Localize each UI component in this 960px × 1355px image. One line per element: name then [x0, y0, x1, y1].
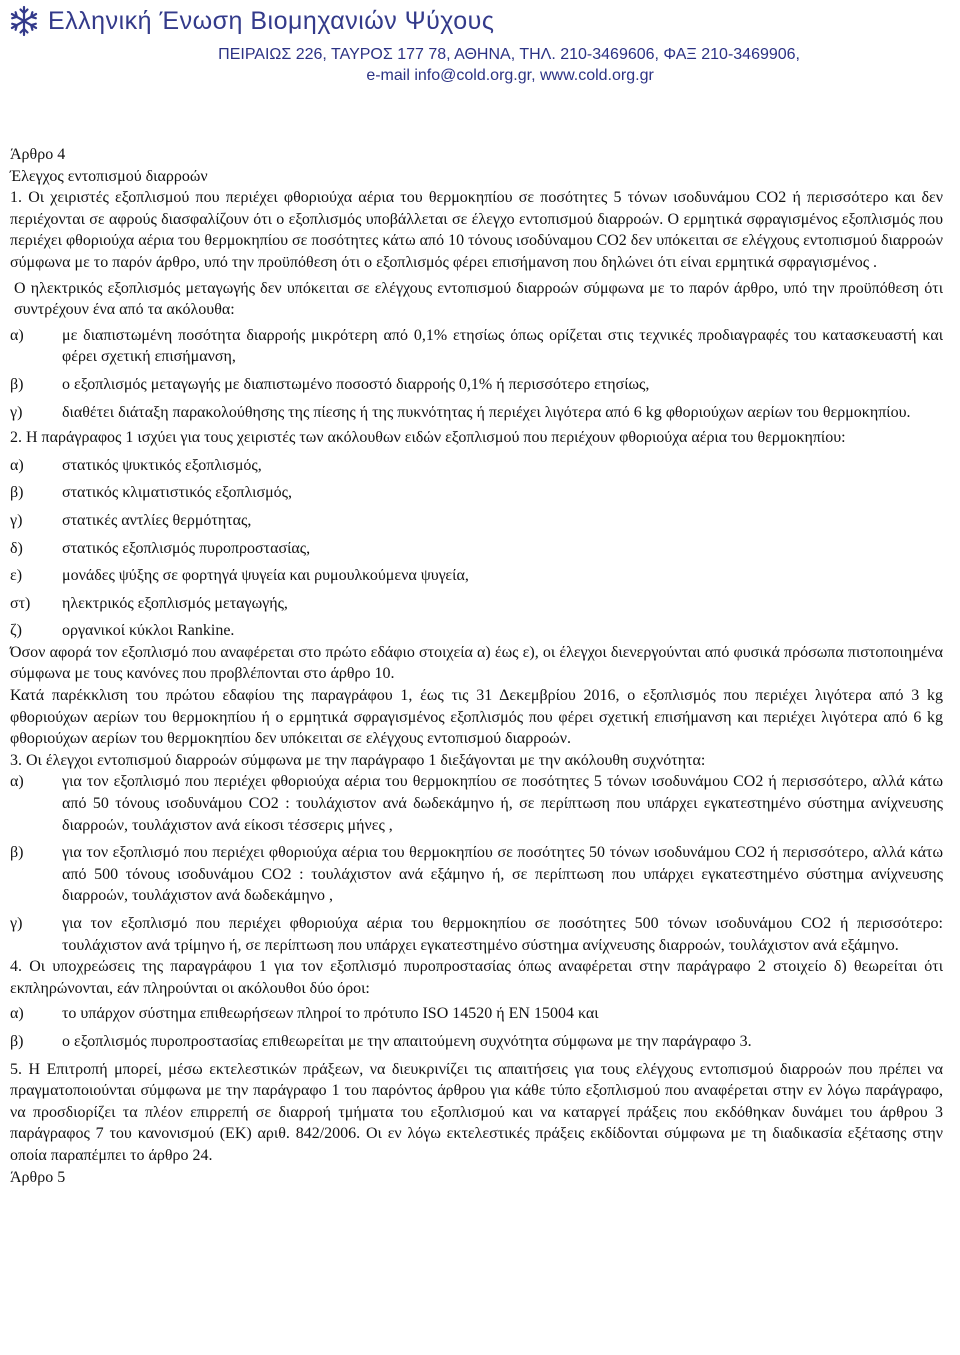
- paragraph-1b: Ο ηλεκτρικός εξοπλισμός μεταγωγής δεν υπόκειται σε ελέγχους εντοπισμού διαρροών σύμφωνα με το παρόν άρθρο, υπό την προϋπόθεση ότι συντρέχουν ένα από τα ακόλουθα:: [14, 279, 943, 319]
- list-item: β) ο εξοπλισμός μεταγωγής με διαπιστωμένο ποσοστό διαρροής 0,1% ή περισσότερο ετησίως,: [10, 375, 650, 393]
- list-item: γ) στατικές αντλίες θερμότητας,: [10, 511, 252, 529]
- list-item: β) στατικός κλιματιστικός εξοπλισμός,: [10, 484, 292, 502]
- paragraph-2c: Κατά παρέκκλιση του πρώτου εδαφίου της παραγράφου 1, έως τις 31 Δεκεμβρίου 2016, ο εξοπλισμός που περιέχει λιγότερα από 3 kg φθοριούχων αερίων του θερμοκηπίου ή ο ερμητικά σφραγισμένος εξοπλισμός που φέρει σχετική επισήμανση και περιέχει λιγότερα από 6 kg φθοριούχων αερίων του θερμοκηπίου δεν υπόκειται σε ελέγχους εντοπισμού διαρροών.: [10, 687, 943, 748]
- list-item: β) για τον εξοπλισμό που περιέχει φθοριούχα αέρια του θερμοκηπίου σε ποσότητες 50 τόνων ισοδυνάμου CO2 ή περισσότερο, αλλά κάτω από 500 τόνους ισοδυνάμου CO2 : τουλάχιστον ανά εξάμηνο ή, σε περίπτωση που υπάρχει εγκατεστημένο σύστημα ανίχνευσης διαρροών, τουλάχιστον ανά δωδεκάμηνο ,: [10, 844, 943, 905]
- list-item: α) το υπάρχον σύστημα επιθεωρήσεων πληροί το πρότυπο ISO 14520 ή EN 15004 και: [10, 1005, 599, 1023]
- logo-row: [8, 6, 494, 36]
- article-title: Άρθρο 4: [10, 146, 66, 163]
- list-item: α) για τον εξοπλισμό που περιέχει φθοριούχα αέρια του θερμοκηπίου σε ποσότητες 5 τόνων ισοδυνάμου CO2 ή περισσότερο, αλλά κάτω από 50 τόνους ισοδυνάμου CO2 : τουλάχιστον ανά δωδεκάμηνο ή, σε περίπτωση που υπάρχει εγκατεστημένο σύστημα ανίχνευσης διαρροών, τουλάχιστον ανά είκοσι τέσσερις μήνες ,: [10, 773, 943, 834]
- paragraph-5: 5. Η Επιτροπή μπορεί, μέσω εκτελεστικών πράξεων, να διευκρινίζει τις απαιτήσεις για τους ελέγχους εντοπισμού διαρροών που πρέπει να πραγματοποιούνται σύμφωνα με την παράγραφο 1 του παρόντος άρθρου για κάθε τύπο εξοπλισμού που αναφέρεται στην εν λόγω παράγραφο, να προσδιορίζει τα πλέον επιρρεπή σε διαρροή τμήματα του εξοπλισμού και να καταργεί πράξεις που εκδόθηκαν δυνάμει του άρθρου 3 παράγραφος 7 του κανονισμού (ΕΚ) αριθ. 842/2006. Οι εν λόγω εκτελεστικές πράξεις εκδίδονται σύμφωνα με τη διαδικασία εξέτασης στην οποία παραπέμπει το άρθρο 24.: [10, 1060, 943, 1164]
- next-article-title: Άρθρο 5: [10, 1168, 66, 1186]
- organization-name: Ελληνική Ένωση Βιομηχανιών Ψύχους: [48, 6, 495, 35]
- letterhead: [0, 0, 960, 95]
- list-item: γ) διαθέτει διάταξη παρακολούθησης της πίεσης ή της πυκνότητας ή περιέχει λιγότερα από 6 kg φθοριούχων αερίων του θερμοκηπίου.: [10, 403, 911, 421]
- list-item: ζ) οργανικοί κύκλοι Rankine.: [10, 622, 235, 640]
- paragraph-2: 2. Η παράγραφος 1 ισχύει για τους χειριστές των ακόλουθων ειδών εξοπλισμού που περιέχουν φθοριούχα αέρια του θερμοκηπίου:: [10, 429, 846, 447]
- list-item: α) με διαπιστωμένη ποσότητα διαρροής μικρότερη από 0,1% ετησίως όπως ορίζεται στις τεχνικές προδιαγραφές του κατασκευαστή και φέρει σχετική επισήμανση,: [10, 326, 943, 366]
- paragraph-1b-list: [10, 325, 943, 423]
- paragraph-3: 3. Οι έλεγχοι εντοπισμού διαρροών σύμφωνα με την παράγραφο 1 διεξάγονται με την ακόλουθη συχνότητα:: [10, 751, 706, 769]
- paragraph-2b: Όσον αφορά τον εξοπλισμό που αναφέρεται στο πρώτο εδάφιο στοιχεία α) έως ε), οι έλεγχοι διενεργούνται από φυσικά πρόσωπα πιστοποιημένα σύμφωνα με τους κανόνες που προβλέπονται στο άρθρο 10.: [10, 643, 943, 683]
- paragraph-4-list: [10, 1003, 943, 1052]
- list-item: α) στατικός ψυκτικός εξοπλισμός,: [10, 456, 262, 474]
- article-subtitle: Έλεγχος εντοπισμού διαρροών: [10, 167, 208, 185]
- paragraph-1: 1. Οι χειριστές εξοπλισμού που περιέχει φθοριούχα αέρια του θερμοκηπίου σε ποσότητες 5 τόνων ισοδυνάμου CO2 ή περισσότερο και δεν περιέχονται σε αφρούς διασφαλίζουν ότι ο εξοπλισμός υποβάλλεται σε έλεγχο εντοπισμού διαρροών. Ο ερμητικά σφραγισμένος εξοπλισμός που περιέχει φθοριούχα αέρια του θερμοκηπίου σε ποσότητες κάτω από 10 τόνους ισοδύναμου CO2 δεν υπόκειται σε ελέγχους εντοπισμού διαρροών σύμφωνα με το παρόν άρθρο, υπό την προϋπόθεση ότι ο εξοπλισμός φέρει επισήμανση που δηλώνει ότι είναι ερμητικά σφραγισμένος .: [10, 189, 943, 271]
- snowflake-icon: [8, 5, 40, 37]
- list-item: β) ο εξοπλισμός πυροπροστασίας επιθεωρείται με την απαιτούμενη συχνότητα σύμφωνα με την παράγραφο 3.: [10, 1032, 752, 1050]
- contact-info: [218, 44, 800, 86]
- email-web-line: e-mail info@cold.org.gr, www.cold.org.gr: [366, 67, 654, 84]
- list-item: στ) ηλεκτρικός εξοπλισμός μεταγωγής,: [10, 594, 288, 612]
- address-line: ΠΕΙΡΑΙΩΣ 226, ΤΑΥΡΟΣ 177 78, ΑΘΗΝΑ, ΤΗΛ. 210-3469606, ΦΑΞ 210-3469906,: [218, 46, 800, 63]
- document-body: [10, 144, 943, 1188]
- paragraph-3-list: [10, 771, 943, 956]
- paragraph-4: 4. Οι υποχρεώσεις της παραγράφου 1 για τον εξοπλισμό πυροπροστασίας όπως αναφέρεται στην παράγραφο 2 στοιχείο δ) θεωρείται ότι εκπληρώνονται, εάν πληρούνται οι ακόλουθοι δύο όροι:: [10, 958, 943, 997]
- list-item: ε) μονάδες ψύξης σε φορτηγά ψυγεία και ρυμουλκούμενα ψυγεία,: [10, 567, 469, 585]
- paragraph-2-list: [10, 455, 943, 642]
- list-item: δ) στατικός εξοπλισμός πυροπροστασίας,: [10, 539, 311, 557]
- list-item: γ) για τον εξοπλισμό που περιέχει φθοριούχα αέρια του θερμοκηπίου σε ποσότητες 500 τόνων ισοδυνάμου CO2 ή περισσότερο: τουλάχιστον ανά τρίμηνο ή, σε περίπτωση που υπάρχει εγκατεστημένο σύστημα ανίχνευσης διαρροών, τουλάχιστον ανά εξάμηνο.: [10, 915, 943, 954]
